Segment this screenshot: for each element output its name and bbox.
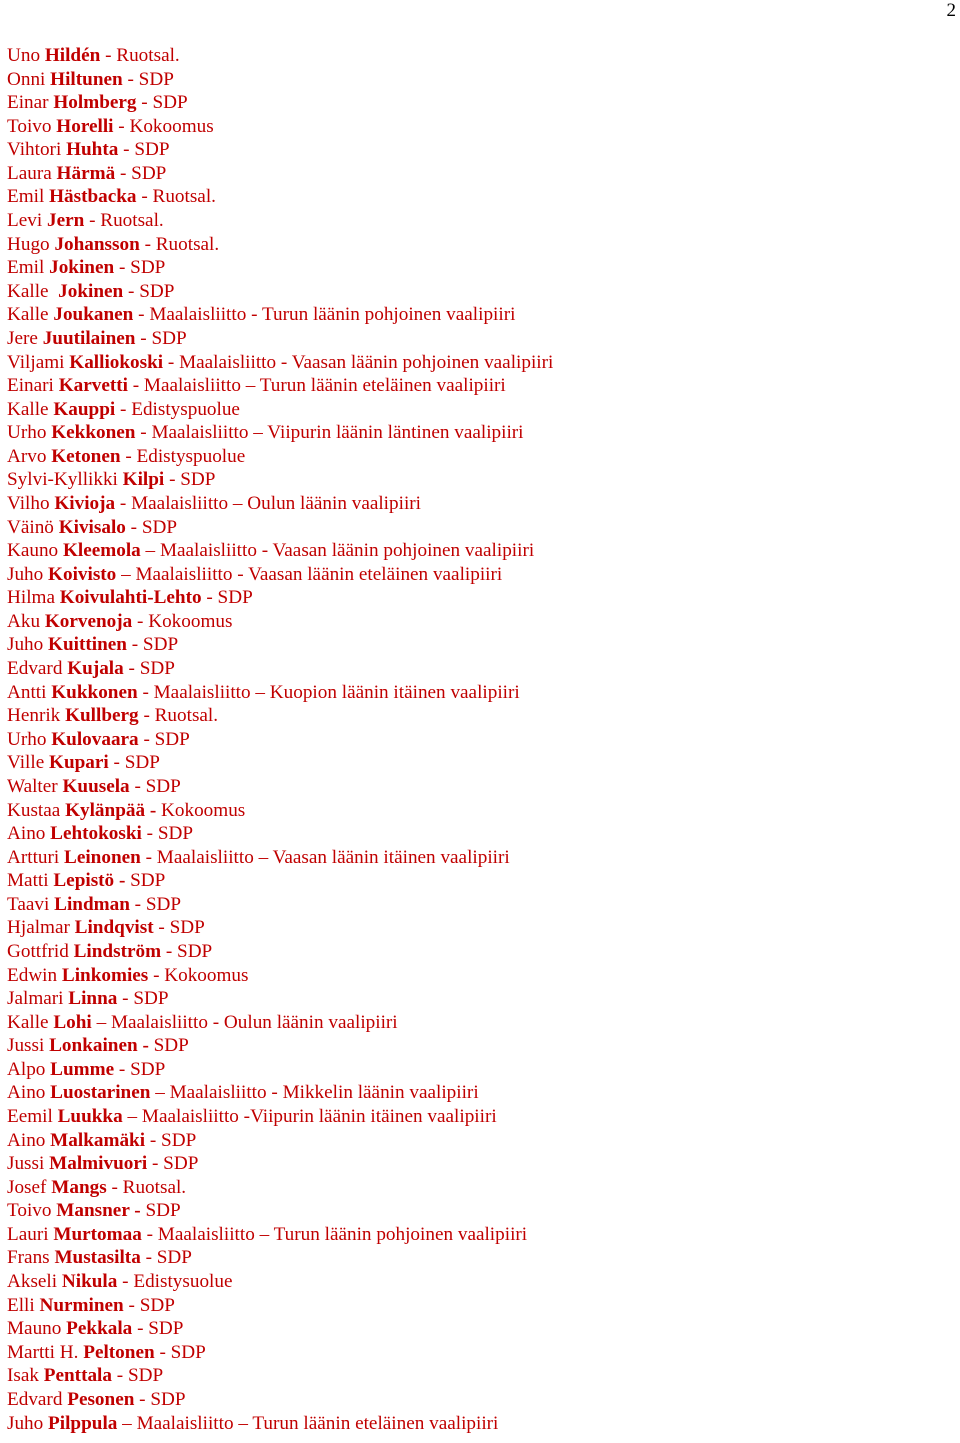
- list-item: [7, 280, 553, 304]
- surname: Pesonen: [67, 1388, 135, 1410]
- list-item: [7, 468, 553, 492]
- surname: Lindström: [73, 940, 162, 962]
- list-item: [7, 916, 553, 940]
- first-name: Aino: [7, 1129, 51, 1151]
- surname: Luostarinen: [50, 1082, 151, 1104]
- party-info: - Edistyspuolue: [115, 398, 240, 420]
- first-name: Väinö: [7, 516, 59, 538]
- first-name: Jussi: [7, 1035, 50, 1057]
- party-info: SDP: [148, 1035, 189, 1057]
- list-item: [7, 44, 553, 68]
- first-name: Gottfrid: [7, 940, 74, 962]
- party-info: - SDP: [125, 516, 178, 538]
- list-item: [7, 869, 553, 893]
- party-info: - Kokoomus: [113, 115, 214, 137]
- party-info: – Maalaisliitto - Mikkelin läänin vaalipiiri: [150, 1082, 479, 1104]
- first-name: Edwin: [7, 964, 62, 986]
- party-info: - Maalaisliitto - Vaasan läänin pohjoinen vaalipiiri: [163, 351, 554, 373]
- surname: Pilppula: [48, 1412, 118, 1434]
- list-item: [7, 68, 553, 92]
- surname: Kalliokoski: [69, 351, 164, 373]
- list-item: [7, 987, 553, 1011]
- list-item: [7, 539, 553, 563]
- first-name: Walter: [7, 775, 63, 797]
- list-item: [7, 1388, 553, 1412]
- party-info: - SDP: [147, 1153, 199, 1175]
- first-name: Urho: [7, 728, 52, 750]
- party-info: – Maalaisliitto - Oulun läänin vaalipiiri: [91, 1011, 398, 1033]
- party-info: - SDP: [123, 280, 175, 302]
- list-item: [7, 1058, 553, 1082]
- party-info: - SDP: [134, 1388, 186, 1410]
- surname: Hiltunen: [50, 68, 123, 90]
- surname: Lohi: [53, 1011, 92, 1033]
- surname: Horelli: [56, 115, 114, 137]
- surname: Kukkonen: [51, 681, 138, 703]
- surname: Kleemola: [62, 540, 141, 562]
- party-info: - SDP: [201, 587, 253, 609]
- surname: Leinonen: [64, 846, 141, 868]
- first-name: Kalle: [7, 398, 54, 420]
- party-info: - SDP: [153, 917, 205, 939]
- surname: Jokinen: [58, 280, 124, 302]
- party-info: - SDP: [122, 68, 174, 90]
- first-name: Jere: [7, 327, 43, 349]
- surname: Koivulahti-Lehto: [59, 587, 202, 609]
- first-name: Emil: [7, 257, 50, 279]
- list-item: [7, 681, 553, 705]
- party-info: – Maalaisliitto - Vaasan läänin eteläinen vaalipiiri: [116, 563, 503, 585]
- list-item: [7, 421, 553, 445]
- page-number: 2: [946, 0, 956, 21]
- list-item: [7, 445, 553, 469]
- surname: Pekkala: [66, 1318, 133, 1340]
- surname: Mangs: [51, 1176, 107, 1198]
- first-name: Viljami: [7, 351, 70, 373]
- surname: Jern: [46, 210, 85, 232]
- surname: Korvenoja: [44, 610, 133, 632]
- party-info: - Ruotsal.: [139, 233, 220, 255]
- party-info: SDP: [125, 870, 166, 892]
- party-info: - Edistysuolue: [117, 1271, 233, 1293]
- first-name: Kalle: [7, 304, 54, 326]
- first-name: Kustaa: [7, 799, 66, 821]
- party-info: - Maalaisliitto – Turun läänin eteläinen vaalipiiri: [127, 375, 506, 397]
- party-info: - SDP: [141, 823, 194, 845]
- list-item: [7, 516, 553, 540]
- first-name: Matti: [7, 870, 54, 892]
- first-name: Juho: [7, 1412, 49, 1434]
- list-item: [7, 846, 553, 870]
- first-name: Einari: [7, 375, 59, 397]
- list-item: [7, 1034, 553, 1058]
- first-name: Ville: [7, 752, 50, 774]
- surname: Kauppi: [53, 398, 116, 420]
- list-item: [7, 1105, 553, 1129]
- list-item: [7, 728, 553, 752]
- first-name: Martti H.: [7, 1341, 84, 1363]
- surname: Kullberg: [65, 705, 139, 727]
- surname: Lumme: [50, 1058, 115, 1080]
- list-item: [7, 91, 553, 115]
- list-item: [7, 256, 553, 280]
- first-name: Laura: [7, 162, 57, 184]
- party-info: - Kokoomus: [132, 610, 233, 632]
- first-name: Einar: [7, 92, 54, 114]
- list-item: [7, 1152, 553, 1176]
- party-info: - SDP: [129, 893, 182, 915]
- party-info: - SDP: [114, 257, 166, 279]
- first-name: Hugo: [7, 233, 55, 255]
- first-name: Emil: [7, 186, 50, 208]
- party-info: - SDP: [145, 1129, 197, 1151]
- first-name: Eemil: [7, 1106, 58, 1128]
- surname: Peltonen: [83, 1341, 155, 1363]
- surname: Nurminen: [39, 1294, 124, 1316]
- surname: Luukka: [57, 1106, 123, 1128]
- list-item: [7, 233, 553, 257]
- surname: Holmberg: [53, 92, 137, 114]
- first-name: Jalmari: [7, 988, 69, 1010]
- first-name: Akseli: [7, 1271, 62, 1293]
- list-item: [7, 492, 553, 516]
- party-info: Kokoomus: [156, 799, 246, 821]
- first-name: Lauri: [7, 1223, 54, 1245]
- first-name: Onni: [7, 68, 51, 90]
- party-info: – Maalaisliitto – Turun läänin eteläinen vaalipiiri: [117, 1412, 499, 1434]
- list-item: [7, 657, 553, 681]
- first-name: Mauno: [7, 1318, 67, 1340]
- surname: Malmivuori: [49, 1153, 148, 1175]
- party-info: - Ruotsal.: [84, 210, 164, 232]
- list-item: [7, 1270, 553, 1294]
- surname: Lehtokoski: [50, 823, 142, 845]
- party-info: - SDP: [136, 92, 188, 114]
- list-item: [7, 303, 553, 327]
- party-info: - Maalaisliitto – Viipurin läänin läntinen vaalipiiri: [135, 422, 524, 444]
- party-info: - Ruotsal.: [100, 45, 180, 66]
- party-info: SDP: [140, 1200, 181, 1222]
- list-item: [7, 1199, 553, 1223]
- list-item: [7, 563, 553, 587]
- party-info: - SDP: [108, 752, 160, 774]
- surname: Kivisalo: [58, 516, 126, 538]
- list-item: [7, 209, 553, 233]
- party-info: - Maalaisliitto – Oulun läänin vaalipiiri: [115, 492, 421, 514]
- first-name: Elli: [7, 1294, 40, 1316]
- first-name: Edvard: [7, 658, 68, 680]
- first-name: Frans: [7, 1247, 55, 1269]
- party-info: - SDP: [138, 728, 190, 750]
- list-item: [7, 633, 553, 657]
- first-name: Arvo: [7, 445, 52, 467]
- party-info: - Ruotsal.: [136, 186, 216, 208]
- surname: Koivisto: [48, 563, 117, 585]
- first-name: Levi: [7, 210, 47, 232]
- first-name: Toivo: [7, 115, 57, 137]
- list-item: [7, 1364, 553, 1388]
- list-item: [7, 893, 553, 917]
- surname: Murtomaa: [53, 1223, 142, 1245]
- surname: Kuusela: [62, 775, 130, 797]
- list-item: [7, 1011, 553, 1035]
- party-info: – Maalaisliitto -Viipurin läänin itäinen vaalipiiri: [122, 1106, 497, 1128]
- first-name: Kalle: [7, 1011, 54, 1033]
- list-item: [7, 1081, 553, 1105]
- list-item: [7, 1223, 553, 1247]
- first-name: Hjalmar: [7, 917, 75, 939]
- first-name: Taavi: [7, 893, 55, 915]
- party-info: - Kokoomus: [148, 964, 249, 986]
- surname: Malkamäki: [50, 1129, 146, 1151]
- list-item: [7, 327, 553, 351]
- list-item: [7, 1246, 553, 1270]
- first-name: Aino: [7, 823, 51, 845]
- party-info: - Maalaisliitto - Turun läänin pohjoinen vaalipiiri: [133, 304, 516, 326]
- first-name: Josef: [7, 1176, 52, 1198]
- party-info: - SDP: [123, 658, 175, 680]
- surname: Johansson: [54, 233, 140, 255]
- surname: Ketonen: [51, 445, 121, 467]
- party-info: - SDP: [154, 1341, 206, 1363]
- first-name: Alpo: [7, 1058, 51, 1080]
- first-name: Aku: [7, 610, 45, 632]
- first-name: Artturi: [7, 846, 65, 868]
- first-name: Urho: [7, 422, 52, 444]
- list-item: [7, 1341, 553, 1365]
- surname: Kupari: [49, 752, 109, 774]
- party-info: - SDP: [161, 940, 213, 962]
- party-info: - SDP: [114, 1058, 166, 1080]
- party-info: - SDP: [129, 775, 181, 797]
- list-item: [7, 1412, 553, 1436]
- list-item: [7, 586, 553, 610]
- first-name: Kalle: [7, 280, 59, 302]
- list-item: [7, 351, 553, 375]
- surname: Kuittinen: [48, 634, 127, 656]
- surname: Lepistö -: [53, 870, 126, 892]
- surname: Huhta: [66, 139, 119, 161]
- list-item: [7, 1317, 553, 1341]
- list-item: [7, 751, 553, 775]
- list-item: [7, 940, 553, 964]
- first-name: Aino: [7, 1082, 51, 1104]
- list-item: [7, 374, 553, 398]
- first-name: Isak: [7, 1365, 44, 1387]
- party-info: - Maalaisliitto – Vaasan läänin itäinen vaalipiiri: [140, 846, 510, 868]
- first-name: Sylvi-Kyllikki: [7, 469, 123, 491]
- list-item: [7, 185, 553, 209]
- list-item: [7, 775, 553, 799]
- surname: Linkomies: [61, 964, 149, 986]
- first-name: Vihtori: [7, 139, 67, 161]
- party-info: - SDP: [118, 139, 170, 161]
- party-info: - Ruotsal.: [138, 705, 219, 727]
- surname: Nikula: [61, 1271, 118, 1293]
- surname: Lindman: [54, 893, 130, 915]
- party-info: - Maalaisliitto – Turun läänin pohjoinen vaalipiiri: [141, 1223, 528, 1245]
- party-info: - SDP: [140, 1247, 192, 1269]
- first-name: Edvard: [7, 1388, 68, 1410]
- party-info: - SDP: [132, 1318, 184, 1340]
- first-name: Vilho: [7, 492, 55, 514]
- list-item: [7, 1176, 553, 1200]
- first-name: Hilma: [7, 587, 60, 609]
- list-item: [7, 1129, 553, 1153]
- surname: Kylänpää -: [65, 799, 157, 821]
- party-info: - SDP: [115, 162, 167, 184]
- surname: Penttala: [43, 1365, 112, 1387]
- first-name: Kauno: [7, 540, 63, 562]
- party-info: - SDP: [111, 1365, 164, 1387]
- first-name: Antti: [7, 681, 52, 703]
- first-name: Juho: [7, 563, 49, 585]
- list-item: [7, 610, 553, 634]
- surname: Lindqvist: [74, 917, 154, 939]
- party-info: - SDP: [123, 1294, 175, 1316]
- surname: Karvetti: [58, 375, 128, 397]
- surname: Mansner -: [56, 1200, 141, 1222]
- surname: Jokinen: [49, 257, 115, 279]
- first-name: Juho: [7, 634, 49, 656]
- list-item: [7, 822, 553, 846]
- list-item: [7, 398, 553, 422]
- party-info: - SDP: [117, 988, 169, 1010]
- list-item: [7, 964, 553, 988]
- surname: Joukanen: [53, 304, 134, 326]
- party-info: - Maalaisliitto – Kuopion läänin itäinen vaalipiiri: [137, 681, 520, 703]
- surname: Kekkonen: [51, 422, 136, 444]
- surname: Kivioja: [54, 492, 116, 514]
- surname: Kulovaara: [51, 728, 139, 750]
- first-name: Toivo: [7, 1200, 57, 1222]
- first-name: Uno: [7, 45, 45, 66]
- party-info: - Ruotsal.: [106, 1176, 187, 1198]
- surname: Lonkainen -: [49, 1035, 149, 1057]
- list-item: [7, 138, 553, 162]
- list-item: [7, 162, 553, 186]
- list-item: [7, 115, 553, 139]
- first-name: Henrik: [7, 705, 66, 727]
- party-info: - SDP: [135, 327, 187, 349]
- surname: Hästbacka: [49, 186, 137, 208]
- surname: Härmä: [56, 162, 116, 184]
- party-info: - Edistyspuolue: [120, 445, 246, 467]
- list-item: [7, 799, 553, 823]
- party-info: - SDP: [164, 469, 216, 491]
- party-info: - SDP: [126, 634, 179, 656]
- list-item: [7, 704, 553, 728]
- surname: Mustasilta: [54, 1247, 141, 1269]
- surname: Linna: [68, 988, 118, 1010]
- list-item: [7, 1294, 553, 1318]
- surname: Hildén: [44, 45, 101, 66]
- party-info: – Maalaisliitto - Vaasan läänin pohjoinen vaalipiiri: [140, 540, 535, 562]
- surname: Kujala: [67, 658, 124, 680]
- member-list: [7, 44, 553, 1435]
- first-name: Jussi: [7, 1153, 50, 1175]
- surname: Juutilainen: [42, 327, 136, 349]
- surname: Kilpi: [122, 469, 165, 491]
